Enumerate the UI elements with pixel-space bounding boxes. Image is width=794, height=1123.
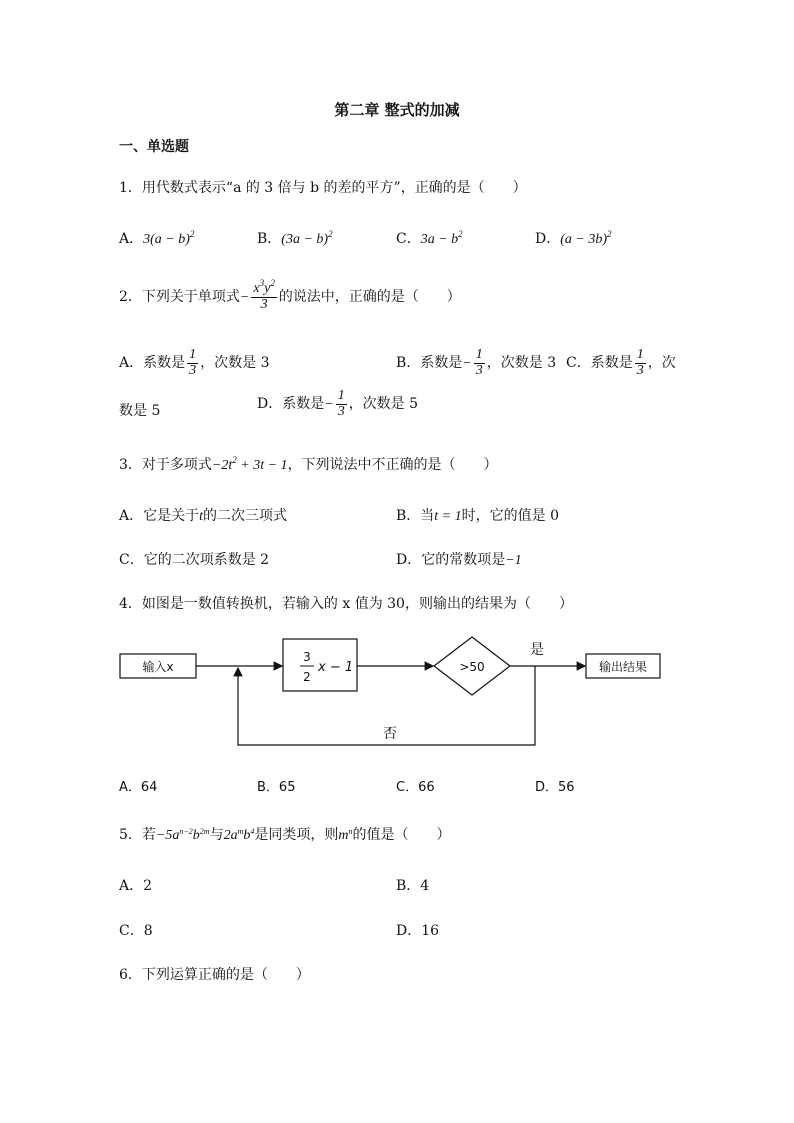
question-4-option-b: B．65 (257, 780, 296, 795)
flow-input-label: 输入x (142, 660, 174, 674)
option-text: ，次 (647, 355, 676, 372)
option-text: 的二次三项式 (203, 508, 288, 524)
stem-text: ，下列说法中不正确的是（ ） (287, 457, 498, 473)
flow-condition-label: >50 (459, 660, 485, 674)
question-2-option-c: C．系数是 $\frac{1}{3}$ ，次 (566, 347, 676, 378)
option-text: A．它是关于 (119, 508, 200, 524)
option-text: ，次数是 5 (348, 396, 419, 413)
option-text: 时，它的值是 0 (461, 508, 559, 524)
process-frac-den: 2 (303, 670, 311, 684)
stem-text: 5．若 (119, 827, 156, 843)
question-5-option-a: A．2 (119, 878, 153, 894)
question-1-option-b: B．$(3a - b)^2$ (257, 229, 333, 247)
question-2-option-d: D．系数是− $\frac{1}{3}$ ，次数是 5 (257, 388, 419, 419)
question-4-option-a: A．64 (119, 780, 158, 795)
stem-text: 的说法中，正确的是（ ） (278, 289, 461, 306)
option-text: D．系数是 (257, 396, 325, 413)
option-label: D． (535, 231, 561, 247)
question-3-option-b: B．当t = 1时，它的值是 0 (396, 508, 559, 524)
option-text: B．当 (396, 508, 435, 524)
question-5-option-c: C．8 (119, 923, 153, 939)
option-text: C．系数是 (566, 355, 633, 372)
process-expression: x − 1 (318, 660, 354, 675)
option-text: D．它的常数项是 (396, 552, 506, 568)
option-text: ，次数是 3 (200, 355, 270, 372)
flowchart-diagram (0, 630, 794, 755)
stem-text: 2．下列关于单项式 (119, 289, 240, 306)
question-4-option-d: D．56 (535, 780, 575, 795)
question-5-option-b: B．4 (396, 878, 430, 894)
process-frac-num: 3 (303, 650, 311, 664)
question-5-stem: 5．若$-5a^{n-2}b^{2m}$与$2a^mb^4$是同类项，则$m^n$的值是（ ） (119, 827, 451, 843)
question-1-option-c: C．$3a - b^2$ (396, 229, 463, 247)
question-3-option-d: D．它的常数项是−1 (396, 552, 522, 568)
question-3-option-a: A．它是关于t的二次三项式 (119, 508, 288, 524)
stem-text: 与 (209, 827, 224, 843)
section-heading: 一、单选题 (119, 139, 189, 155)
question-2-option-b: B．系数是− $\frac{1}{3}$ ，次数是 3 (396, 347, 557, 378)
monomial-fraction: $\frac{x^3y^2}{3}$ (253, 278, 275, 312)
question-6-stem: 6．下列运算正确的是（ ） (119, 967, 310, 983)
stem-text: 的值是（ ） (352, 827, 451, 843)
question-3-stem: 3．对于多项式$-2t^2 + 3t - 1$，下列说法中不正确的是（ ） (119, 455, 498, 473)
option-text: A．系数是 (119, 355, 186, 372)
question-4-option-c: C．66 (396, 780, 435, 795)
option-label: A． (119, 231, 144, 247)
option-text: ，次数是 3 (486, 355, 557, 372)
option-label: B． (257, 231, 282, 247)
question-2-stem: 2．下列关于单项式− $\frac{x^3y^2}{3}$ 的说法中，正确的是（ ） (119, 278, 461, 312)
option-label: C． (396, 231, 421, 247)
question-3-option-c: C．它的二次项系数是 2 (119, 552, 270, 568)
flow-output-label: 输出结果 (598, 660, 648, 674)
question-5-option-d: D．16 (396, 923, 440, 939)
question-2-option-c-continued: 数是 5 (119, 403, 161, 419)
flow-yes-label: 是 (530, 642, 544, 658)
question-1-option-a: A．$3(a - b)^2$ (119, 229, 195, 247)
flow-no-label: 否 (383, 726, 397, 742)
question-2-option-a: A．系数是 $\frac{1}{3}$ ，次数是 3 (119, 347, 270, 378)
page-title: 第二章 整式的加减 (334, 101, 460, 119)
stem-text: 3．对于多项式 (119, 457, 212, 473)
question-1-option-d: D．$(a - 3b)^2$ (535, 229, 612, 247)
question-4-stem: 4．如图是一数值转换机，若输入的 x 值为 30，则输出的结果为（ ） (119, 596, 573, 612)
question-1-stem: 1．用代数式表示“a 的 3 倍与 b 的差的平方”，正确的是（ ） (119, 180, 527, 196)
option-text: B．系数是 (396, 355, 463, 372)
stem-text: 是同类项，则 (254, 827, 339, 843)
